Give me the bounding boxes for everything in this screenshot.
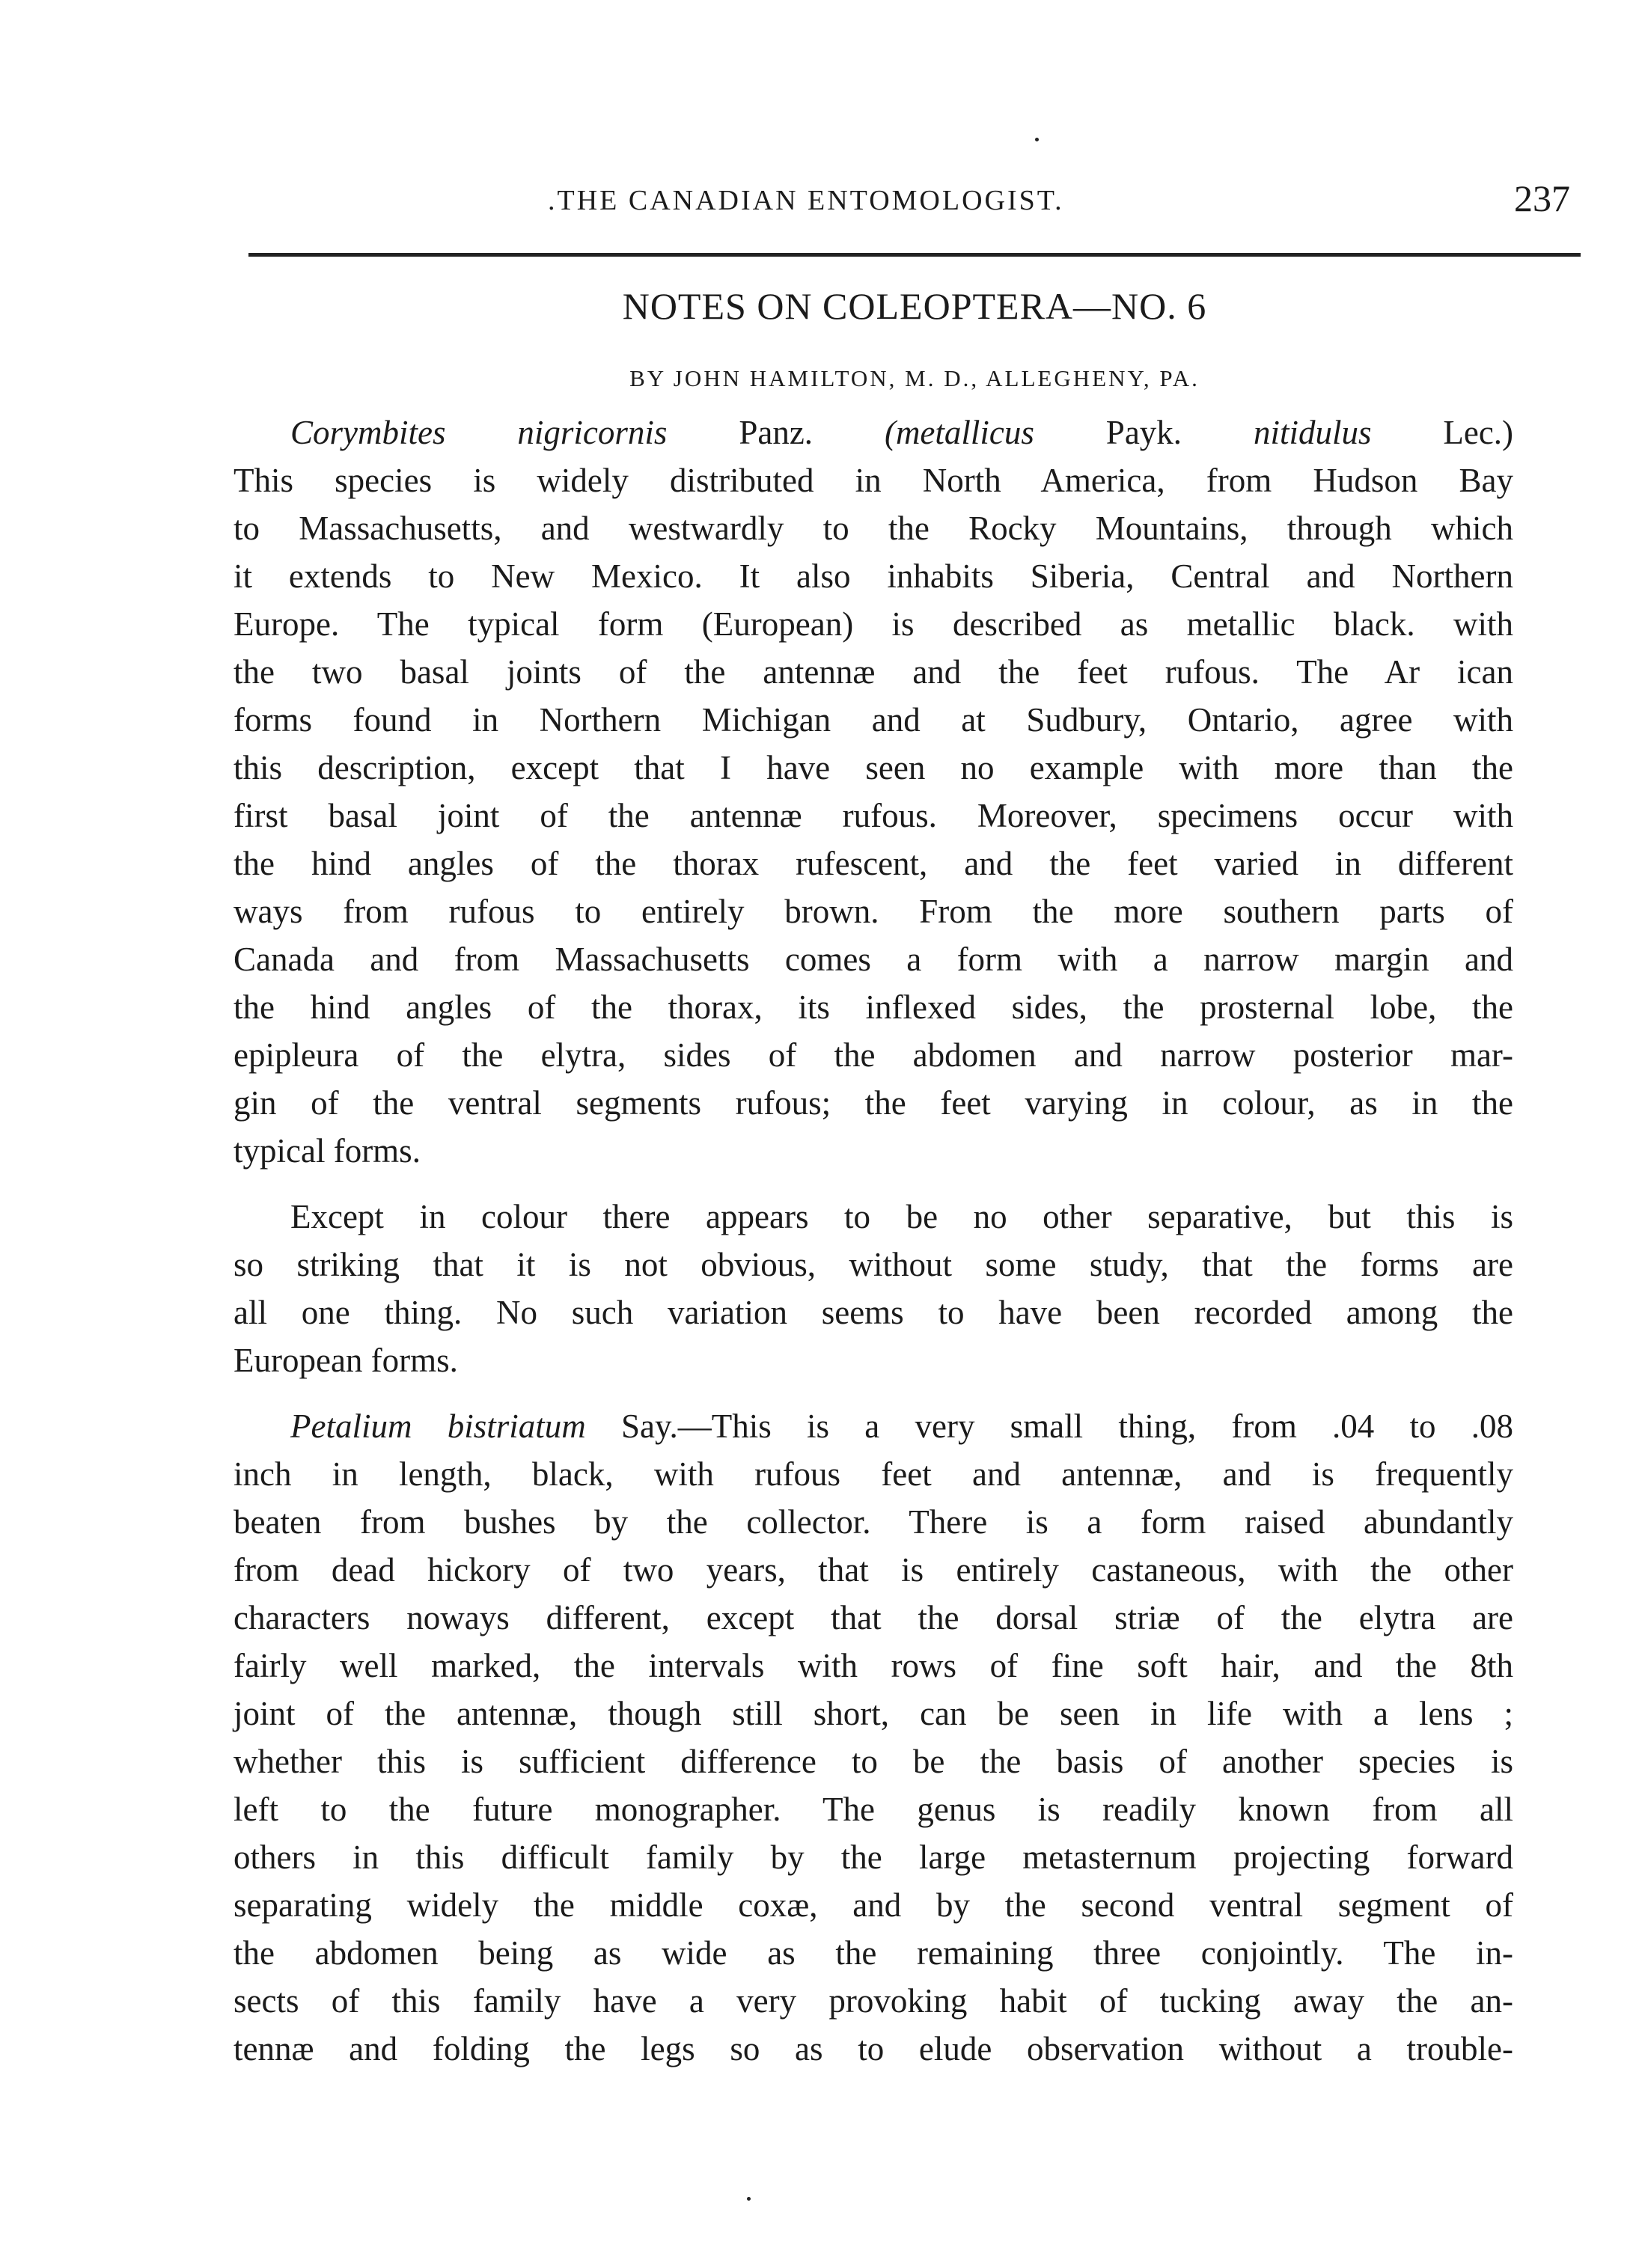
text-line: forms found in Northern Michigan and at Sudbury, Ontario, agree with: [234, 701, 1513, 739]
synonym-2: nitidulus: [1253, 414, 1372, 451]
text-line: from dead hickory of two years, that is entirely castaneous, with the other: [234, 1551, 1513, 1589]
text-line: Canada and from Massachusetts comes a form with a narrow margin and: [234, 941, 1513, 978]
text-line: fairly well marked, the intervals with rows of fine soft hair, and the 8th: [234, 1647, 1513, 1684]
ink-speck-top: [1035, 138, 1039, 141]
species-author: Panz.: [739, 414, 814, 451]
text-line: characters noways different, except that the dorsal striæ of the elytra are: [234, 1599, 1513, 1636]
text-line: This species is widely distributed in North America, from Hudson Bay: [234, 462, 1513, 499]
text-line: sects of this family have a very provoking habit of tucking away the an-: [234, 1982, 1513, 2020]
text-line: beaten from bushes by the collector. There is a form raised abundantly: [234, 1503, 1513, 1541]
text-line: the two basal joints of the antennæ and the feet rufous. The Ar ican: [234, 653, 1513, 691]
text-line: Except in colour there appears to be no other separative, but this is: [290, 1198, 1513, 1235]
text-line: separating widely the middle coxæ, and by the second ventral segment of: [234, 1886, 1513, 1924]
text-line: epipleura of the elytra, sides of the abdomen and narrow posterior mar-: [234, 1036, 1513, 1074]
text-line: so striking that it is not obvious, without some study, that the forms are: [234, 1246, 1513, 1283]
text-line: Europe. The typical form (European) is described as metallic black. with: [234, 605, 1513, 643]
text-line: gin of the ventral segments rufous; the feet varying in colour, as in the: [234, 1084, 1513, 1122]
text-line: European forms.: [234, 1342, 458, 1379]
synonym-1: metallicus: [895, 414, 1034, 451]
text-line: it extends to New Mexico. It also inhabits Siberia, Central and Northern: [234, 557, 1513, 595]
text-line: typical forms.: [234, 1132, 421, 1170]
species-name: nigricornis: [517, 414, 668, 451]
text-line: joint of the antennæ, though still short, can be seen in life with a lens ;: [234, 1695, 1513, 1732]
text-line: the hind angles of the thorax rufescent, and the feet varied in different: [234, 845, 1513, 882]
text-line: inch in length, black, with rufous feet and antennæ, and is frequently: [234, 1455, 1513, 1493]
header-rule: [248, 253, 1581, 257]
species-heading-corymbites: [234, 409, 1513, 456]
article-body: [234, 409, 1513, 2073]
synonym-open: (: [884, 414, 896, 451]
ink-speck-bottom: [747, 2197, 751, 2201]
text-line: the hind angles of the thorax, its inflexed sides, the prosternal lobe, the: [234, 988, 1513, 1026]
text-line: the abdomen being as wide as the remaining three conjointly. The in-: [234, 1934, 1513, 1972]
text-line: first basal joint of the antennæ rufous. Moreover, specimens occur with: [234, 797, 1513, 834]
text-line: ways from rufous to entirely brown. From the more southern parts of: [234, 893, 1513, 930]
page-number: 237: [1514, 177, 1570, 219]
synonym-1-author: Payk.: [1105, 414, 1182, 451]
text-line: this description, except that I have seen no example with more than the: [234, 749, 1513, 786]
text-line: others in this difficult family by the large metasternum projecting forward: [234, 1838, 1513, 1876]
page-header: [248, 174, 1581, 226]
text-line: tennæ and folding the legs so as to elude observation without a trouble-: [234, 2030, 1513, 2067]
article-byline: BY JOHN HAMILTON, M. D., ALLEGHENY, PA.: [629, 365, 1200, 391]
genus-name: Corymbites: [290, 414, 446, 451]
text-line: all one thing. No such variation seems to have been recorded among the: [234, 1294, 1513, 1331]
synonym-2-author: Lec.): [1443, 414, 1514, 451]
genus-name: Petalium: [290, 1407, 412, 1445]
text-line: left to the future monographer. The genus is readily known from all: [234, 1791, 1513, 1828]
article-title: NOTES ON COLEOPTERA—NO. 6: [622, 285, 1207, 327]
text-line: whether this is sufficient difference to be the basis of another species is: [234, 1743, 1513, 1780]
running-head: .THE CANADIAN ENTOMOLOGIST.: [548, 185, 1064, 216]
species-name: bistriatum: [447, 1407, 586, 1445]
text-line: to Massachusetts, and westwardly to the Rocky Mountains, through which: [234, 510, 1513, 547]
species-heading-petalium: [234, 1402, 1513, 1450]
heading-rest: Say.—This is a very small thing, from .04 to .08: [620, 1407, 1514, 1445]
